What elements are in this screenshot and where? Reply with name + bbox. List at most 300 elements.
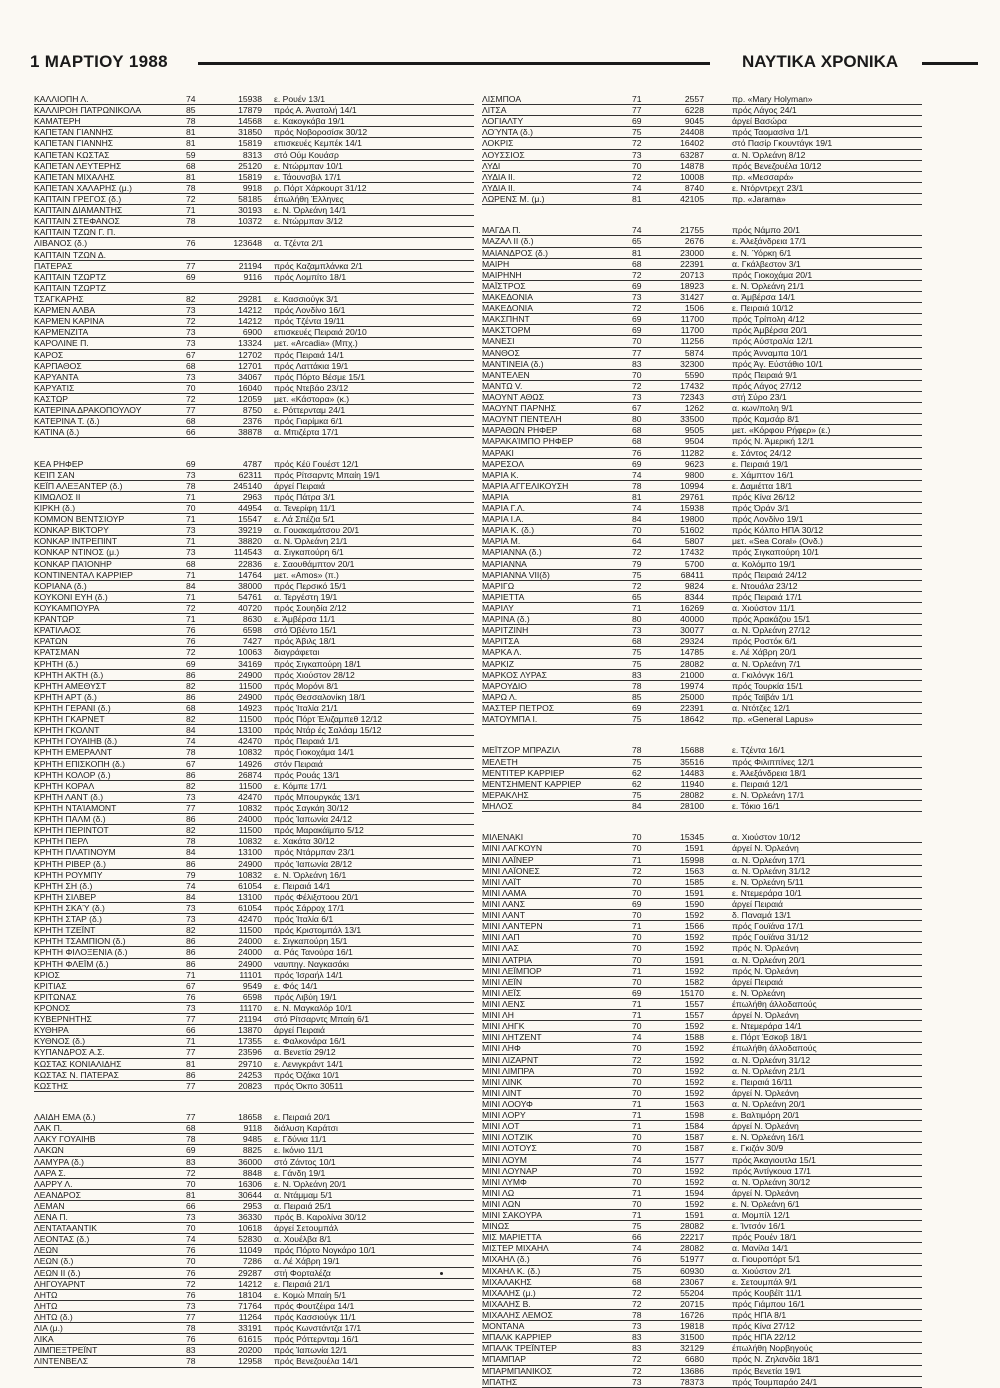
tonnage: 15688: [680, 745, 704, 756]
tonnage: 19974: [680, 680, 704, 691]
ship-name: ΠΑΤΕΡΑΣ: [34, 260, 73, 271]
ship-row: [482, 745, 922, 756]
tonnage: 8740: [684, 182, 704, 193]
ship-status: πρός Λονδίνο 19/1: [732, 514, 804, 525]
ship-status: πρός Ντάρμπαν 23/1: [274, 847, 355, 858]
ship-row: [482, 470, 922, 481]
ship-status: ε. Άλεξάνδρεια 17/1: [732, 236, 807, 247]
tonnage: 38820: [238, 536, 262, 547]
ship-status: α. Ν. Όρλεάνη 20/1: [732, 1098, 806, 1109]
ship-row: [482, 1099, 922, 1110]
tonnage: 10372: [238, 216, 262, 227]
ship-row: [482, 392, 922, 403]
ship-row: [482, 966, 922, 977]
ship-row: [482, 414, 922, 425]
ship-status: μετ. «Amos» (π.): [274, 569, 339, 580]
section-gap: [482, 822, 922, 832]
ship-row: [34, 238, 474, 249]
tonnage: 1563: [684, 865, 704, 876]
ship-row: [34, 903, 474, 914]
build-year: 77: [186, 803, 196, 813]
tonnage: 9824: [684, 580, 704, 591]
ship-row: [482, 1254, 922, 1265]
build-year: 73: [186, 371, 196, 382]
ship-name: ΚΩΣΤΑΣ ΚΟΝΙΑΛΙΔΗΣ: [34, 1058, 122, 1069]
ship-name: ΜΑΙΑΝΔΡΟΣ (δ.): [482, 247, 548, 258]
ship-status: πρός Θεσσαλονίκη 18/1: [274, 691, 366, 702]
ship-row: [34, 116, 474, 127]
header-rule-left: [198, 62, 710, 65]
ship-status: πρός Α. Άνατολή 14/1: [274, 105, 357, 116]
ship-name: ΜΑΓΔΑ Π.: [482, 225, 521, 236]
tonnage: 9918: [242, 182, 262, 193]
build-year: 78: [632, 480, 642, 491]
ship-status: άργεί Πειραιά: [274, 1025, 325, 1036]
ship-row: [34, 703, 474, 714]
ship-status: άργεί Ν. Όρλεάνη: [732, 843, 799, 854]
ship-name: ΜΙΝΙ ΛΕΪΜΠΟΡ: [482, 965, 542, 976]
build-year: 70: [186, 503, 196, 514]
build-year: 70: [632, 1165, 642, 1176]
tonnage: 42470: [238, 736, 262, 747]
ship-name: ΛΑΜΥΡΑ (δ.): [34, 1156, 84, 1167]
ship-status: πρός Πειραιά 17/1: [732, 591, 802, 602]
ship-status: α. Ν. Όρλεάνη 21/1: [732, 1065, 806, 1076]
tonnage: 16402: [680, 138, 704, 149]
build-year: 74: [632, 503, 642, 514]
ship-status: πρός ΗΠΑ 22/12: [732, 1332, 796, 1343]
tonnage: 24253: [238, 1069, 262, 1080]
ship-row: [482, 270, 922, 281]
ship-status: ε. Χάμπτον 16/1: [732, 469, 794, 480]
tonnage: 15938: [238, 94, 262, 104]
ship-row: [482, 988, 922, 999]
build-year: 72: [186, 1167, 196, 1178]
tonnage: 11500: [238, 680, 262, 691]
ship-name: ΜΑΡΑΚΑΊΜΠΟ ΡΗΦΕΡ: [482, 436, 574, 447]
tonnage: 2676: [684, 236, 704, 247]
ship-status: α. Ν. Όρλεάνη 7/1: [732, 658, 801, 669]
ship-status: α. Ν. Όρλεάνη 31/12: [732, 865, 811, 876]
ship-row: [482, 801, 922, 812]
tonnage: 16306: [238, 1178, 262, 1189]
section-gap: [34, 449, 474, 459]
ship-row: [34, 316, 474, 327]
section-gap: [34, 1102, 474, 1112]
ship-row: [482, 592, 922, 603]
tonnage: 1566: [684, 921, 704, 932]
ship-status: ε. Ν. Όρλεάνη 17/1: [732, 789, 805, 800]
section-gap: [34, 1092, 474, 1102]
ship-status: πρός Ν. Όρλεάνη: [732, 943, 799, 954]
ship-row: [482, 1088, 922, 1099]
ship-name: ΚΟΥΚΑΜΠΟΥΡΑ: [34, 603, 100, 614]
ship-row: [34, 847, 474, 858]
ship-status: ε. Ντώρμπαν 3/12: [274, 216, 343, 227]
ship-status: πρός Β. Καρολίνα 30/12: [274, 1212, 367, 1223]
build-year: 77: [186, 1014, 196, 1025]
tonnage: 14212: [238, 305, 262, 316]
ship-name: ΜΑΝΤΙΝΕΙΑ (δ.): [482, 358, 544, 369]
tonnage: 245140: [233, 480, 262, 491]
ship-status: πρός Ν. Ζηλανδία 18/1: [732, 1354, 820, 1365]
tonnage: 8313: [242, 149, 262, 160]
ship-status: α. Χιούστον 10/12: [732, 832, 801, 843]
ship-name: ΜΙΣΤΕΡ ΜΙΧΑΗΛ: [482, 1243, 549, 1254]
build-year: 72: [632, 1287, 642, 1298]
tonnage: 8848: [242, 1167, 262, 1178]
build-year: 79: [632, 558, 642, 569]
ship-name: ΚΟΝΚΑΡ ΝΤΙΝΟΣ (μ.): [34, 547, 120, 558]
ship-status: πρός Χιούστον 28/12: [274, 669, 355, 680]
build-year: 67: [632, 403, 642, 414]
tonnage: 17879: [238, 105, 262, 116]
ship-name: ΚΑΡΜΕΝ ΚΑΡΙΝΑ: [34, 316, 105, 327]
ship-name: ΚΑΡΜΕΝΖΙΤΑ: [34, 327, 89, 338]
build-year: 70: [632, 1143, 642, 1154]
build-year: 69: [186, 1145, 196, 1156]
build-year: 72: [632, 1365, 642, 1376]
build-year: 81: [632, 247, 642, 258]
tonnage: 9623: [684, 458, 704, 469]
ship-status: πρός Βενεζουέλα 10/12: [732, 160, 822, 171]
build-year: 67: [186, 980, 196, 991]
ship-row: [34, 670, 474, 681]
ship-name: ΚΑΡΜΕΝ ΑΛΒΑ: [34, 305, 96, 316]
ship-name: ΛΕΝΑ Π.: [34, 1212, 68, 1223]
ship-status: μετ. «Κόρφου Ρήφερ» (ε.): [732, 425, 831, 436]
build-year: 72: [186, 316, 196, 327]
ship-row: [482, 1354, 922, 1365]
build-year: 71: [186, 491, 196, 502]
ship-name: ΚΡΗΤΗ ΑΜΕΘΥΣΤ: [34, 680, 107, 691]
ship-status: έπωλήθη άλλοδαπούς: [732, 1043, 817, 1054]
tonnage: 1584: [684, 1121, 704, 1132]
build-year: 70: [632, 1021, 642, 1032]
ship-row: [34, 714, 474, 725]
ship-name: ΚΑΠΤΑΙΝ ΔΙΑΜΑΝΤΗΣ: [34, 205, 123, 216]
ship-row: [34, 592, 474, 603]
ship-row: [482, 1166, 922, 1177]
build-year: 68: [632, 425, 642, 436]
tonnage: 1592: [684, 1054, 704, 1065]
build-year: 70: [632, 336, 642, 347]
ship-name: ΜΑΡΑΚΙ: [482, 447, 514, 458]
ship-name: ΚΡΗΤΗ ΑΡΤ (δ.): [34, 691, 97, 702]
build-year: 82: [186, 293, 196, 304]
ship-status: πρός Ίταλία 21/1: [274, 703, 338, 714]
tonnage: 24408: [680, 127, 704, 138]
ship-status: α. Άμβέρσα 14/1: [732, 291, 796, 302]
ship-row: [34, 1134, 474, 1145]
tonnage: 11500: [238, 780, 262, 791]
ship-status: ε. Ν. Ύόρκη 6/1: [732, 247, 792, 258]
ship-name: ΚΡΑΤΩΝ: [34, 636, 68, 647]
ship-status: πρός Σιγκαπούρη 10/1: [732, 547, 819, 558]
ship-row: [34, 1145, 474, 1156]
tonnage: 1592: [684, 1043, 704, 1054]
build-year: 75: [632, 1265, 642, 1276]
ship-name: ΚΟΥΚΟΝΙ ΕΥΗ (δ.): [34, 591, 108, 602]
ship-status: α. Μανίλα 14/1: [732, 1243, 789, 1254]
ship-row: [482, 1121, 922, 1132]
tonnage: 55204: [680, 1287, 704, 1298]
ship-row: [482, 603, 922, 614]
ship-name: ΚΑΤΙΝΑ (δ.): [34, 427, 80, 438]
tonnage: 17355: [238, 1036, 262, 1047]
build-year: 70: [186, 382, 196, 393]
ship-row: [482, 1299, 922, 1310]
ship-status: ρ. Πόρτ Χάρκουρτ 31/12: [274, 182, 367, 193]
ship-row: [34, 294, 474, 305]
build-year: 72: [632, 269, 642, 280]
ship-name: ΚΡΗΤΗ ΓΚΑΡΝΕΤ: [34, 714, 105, 725]
ship-status: πρός Λάγος 24/1: [732, 105, 797, 116]
build-year: 83: [632, 1332, 642, 1343]
build-year: 76: [186, 991, 196, 1002]
build-year: 76: [186, 1334, 196, 1345]
ship-row: [482, 403, 922, 414]
tonnage: 63287: [680, 149, 704, 160]
build-year: 77: [186, 1080, 196, 1091]
ship-row: [34, 947, 474, 958]
ship-name: ΤΣΑΓΚΑΡΗΣ: [34, 293, 84, 304]
tonnage: 1598: [684, 1110, 704, 1121]
ship-name: ΚΡΑΤΣΜΑΝ: [34, 647, 80, 658]
ship-name: ΜΑΟΥΝΤ ΠΕΝΤΕΛΗ: [482, 414, 562, 425]
ship-name: ΚΕΊΠ ΣΑΝ: [34, 469, 75, 480]
ship-status: πρός Νοβοροσίσκ 30/12: [274, 127, 368, 138]
tonnage: 13324: [238, 338, 262, 349]
tonnage: 11940: [680, 778, 704, 789]
ship-row: [34, 427, 474, 438]
build-year: 65: [632, 236, 642, 247]
ship-row: [482, 1110, 922, 1121]
ship-name: ΜΙΧΑΛΗΣ Β.: [482, 1298, 531, 1309]
tonnage: 72343: [680, 391, 704, 402]
ship-row: [34, 1070, 474, 1081]
build-year: 84: [632, 801, 642, 811]
tonnage: 16040: [238, 382, 262, 393]
ship-status: ε. Ν. Όρλεάνη 16/1: [274, 869, 347, 880]
ship-row: [482, 116, 922, 127]
ship-name: ΚΑΤΕΡΙΝΑ ΔΡΑΚΟΠΟΥΛΟΥ: [34, 405, 142, 416]
build-year: 72: [186, 1278, 196, 1289]
build-year: 71: [632, 854, 642, 865]
build-year: 76: [186, 625, 196, 636]
build-year: 71: [632, 965, 642, 976]
build-year: 82: [186, 780, 196, 791]
ship-row: [482, 768, 922, 779]
ship-status: πρός Σαγκάη 30/12: [274, 803, 349, 813]
ship-row: [34, 1223, 474, 1234]
ship-row: [34, 1268, 474, 1279]
ship-row: [34, 981, 474, 992]
ship-name: ΜΙΝΙ ΛΟΥΝΑΡ: [482, 1165, 538, 1176]
ship-name: ΜΙΝΙ ΛΑΓΚΟΥΝ: [482, 843, 543, 854]
build-year: 69: [632, 458, 642, 469]
ship-name: ΚΩΣΤΗΣ: [34, 1080, 69, 1091]
tonnage: 60930: [680, 1265, 704, 1276]
ship-name: ΜΑΚΣΠΗΝΤ: [482, 314, 530, 325]
build-year: 70: [632, 954, 642, 965]
ship-status: ε. Ν. Όρλεάνη 5/11: [732, 876, 804, 887]
build-year: 70: [186, 1256, 196, 1267]
tonnage: 5700: [684, 558, 704, 569]
ship-row: [34, 570, 474, 581]
ship-name: ΚΕΪΠ ΑΛΕΞΑΝΤΕΡ (δ.): [34, 480, 123, 491]
ship-name: ΜΕΝΤΙΤΕΡ ΚΑΡΡΙΕΡ: [482, 767, 565, 778]
build-year: 85: [632, 691, 642, 702]
ship-row: [482, 183, 922, 194]
ship-name: ΛΕΜΑΝ: [34, 1200, 65, 1211]
ship-row: [482, 932, 922, 943]
tonnage: 21755: [680, 225, 704, 236]
ship-status: πρός Ταομασίνα 1/1: [732, 127, 809, 138]
ship-row: [34, 1234, 474, 1245]
ship-status: ε. Κακογκάβα 19/1: [274, 116, 345, 127]
ship-row: [482, 659, 922, 670]
tonnage: 9045: [684, 116, 704, 127]
build-year: 69: [632, 280, 642, 291]
tonnage: 1592: [684, 932, 704, 943]
ship-row: [34, 747, 474, 758]
tonnage: 11500: [238, 714, 262, 725]
build-year: 71: [186, 514, 196, 525]
ship-status: πρός Όζάκα 10/1: [274, 1069, 340, 1080]
ship-name: ΚΑΠΤΑΙΝ ΓΡΕΓΟΣ (δ.): [34, 193, 122, 204]
ship-row: [34, 138, 474, 149]
ship-status: πρός Ρουάς 13/1: [274, 769, 340, 780]
build-year: 73: [186, 305, 196, 316]
ship-name: ΚΡΗΤΗ ΓΚΟΛΝΤ: [34, 725, 100, 736]
ship-name: ΜΙΝΙ ΛΙΜΠΡΑ: [482, 1065, 535, 1076]
tonnage: 1592: [684, 1176, 704, 1187]
build-year: 73: [186, 327, 196, 338]
tonnage: 23000: [680, 247, 704, 258]
ship-status: ε. Πειραιά 10/12: [732, 303, 794, 314]
ship-name: ΚΥΘΗΡΑ: [34, 1025, 69, 1036]
ship-name: ΜΙΝΙ ΛΑΝΤ: [482, 910, 525, 921]
tonnage: 30644: [238, 1189, 262, 1200]
tonnage: 61615: [238, 1334, 262, 1345]
build-year: 73: [186, 1002, 196, 1013]
ship-row: [482, 536, 922, 547]
ship-name: ΚΡΗΤΗ ΦΛΕΪΜ (δ.): [34, 958, 109, 969]
ship-status: πρός Ντάρ ές Σαλάαμ 15/12: [274, 725, 382, 736]
ship-status: άργεί Πειραιά: [732, 976, 783, 987]
ship-status: ε. Ικόνιο 11/1: [274, 1145, 324, 1156]
ship-status: ε. Βαλτιμόρη 20/1: [732, 1110, 800, 1121]
ship-name: ΜΕΝΤΣΗΜΕΝΤ ΚΑΡΡΙΕΡ: [482, 778, 582, 789]
ship-name: ΚΥΒΕΡΝΗΤΗΣ: [34, 1014, 92, 1025]
ship-row: [34, 481, 474, 492]
build-year: 72: [632, 547, 642, 558]
ship-status: μετ. «Arcadia» (Μπχ.): [274, 338, 358, 349]
build-year: 71: [632, 1121, 642, 1132]
ship-row: [34, 470, 474, 481]
build-year: 73: [632, 149, 642, 160]
ship-name: ΜΑΡΙΑ: [482, 491, 509, 502]
ship-name: ΚΟΝΚΑΡ ΙΝΤΡΕΠΙΝΤ: [34, 536, 118, 547]
ship-row: [482, 1366, 922, 1377]
ship-row: [482, 910, 922, 921]
ship-name: ΜΙΝΙ ΛΗΓΚ: [482, 1021, 525, 1032]
ship-name: ΜΑΡΚΑ Λ.: [482, 647, 522, 658]
ship-status: ε. Άμβέρσα 11/1: [274, 614, 336, 625]
ship-status: άργεί Σετουμπάλ: [274, 1223, 339, 1234]
ship-name: ΚΟΡΙΑΝΑ (δ.): [34, 580, 87, 591]
tonnage: 1592: [684, 910, 704, 921]
build-year: 74: [186, 880, 196, 891]
ship-row: [34, 759, 474, 770]
ship-name: ΜΠΑΜΠΑΡ: [482, 1354, 526, 1365]
ship-row: [482, 899, 922, 910]
left-column: [34, 94, 474, 1368]
ship-status: ε. Πειραιά 19/1: [732, 458, 789, 469]
build-year: 73: [186, 1212, 196, 1223]
tonnage: 54761: [238, 591, 262, 602]
ship-name: ΜΙΝΙ ΛΑΤΡΙΑ: [482, 954, 532, 965]
ship-status: πρός Όράν 3/1: [732, 503, 790, 514]
ship-name: ΜΙΝΙ ΛΟΡΥ: [482, 1110, 526, 1121]
tonnage: 29281: [238, 293, 262, 304]
build-year: 76: [186, 636, 196, 647]
build-year: 86: [186, 814, 196, 825]
ship-row: [34, 1047, 474, 1058]
build-year: 79: [186, 869, 196, 880]
ship-row: [482, 459, 922, 470]
ship-row: [482, 236, 922, 247]
tonnage: 10618: [238, 1223, 262, 1234]
tonnage: 12701: [238, 360, 262, 371]
ship-status: ε. Πειραιά 14/1: [274, 880, 331, 891]
ship-name: ΜΙΝΙ ΛΑΪΟΝΕΣ: [482, 865, 540, 876]
tonnage: 9505: [684, 425, 704, 436]
build-year: 71: [186, 1036, 196, 1047]
ship-name: ΜΙΝΙ ΛΟΤ: [482, 1121, 520, 1132]
ship-status: πρός Ρίτσαρντς Μπαίη 19/1: [274, 469, 381, 480]
build-year: 72: [632, 1354, 642, 1365]
build-year: 74: [632, 225, 642, 236]
build-year: 81: [186, 127, 196, 138]
build-year: 73: [186, 469, 196, 480]
tonnage: 32129: [680, 1343, 704, 1354]
ship-status: πρός Βενετία 19/1: [732, 1365, 802, 1376]
ship-name: ΚΡΗΤΗ ΛΑΝΤ (δ.): [34, 791, 104, 802]
ship-name: ΜΙΝΙ ΛΩΝ: [482, 1198, 521, 1209]
ship-row: [482, 943, 922, 954]
ship-row: [34, 1190, 474, 1201]
ship-row: [34, 1212, 474, 1223]
build-year: 68: [186, 160, 196, 171]
tonnage: 15998: [680, 854, 704, 865]
build-year: 78: [632, 680, 642, 691]
tonnage: 42470: [238, 791, 262, 802]
ship-row: [34, 1025, 474, 1036]
ship-row: [34, 725, 474, 736]
tonnage: 24000: [238, 814, 262, 825]
ship-name: ΜΑΡΩ Λ.: [482, 691, 518, 702]
ship-status: πρός Κουβέϊτ 11/1: [732, 1287, 802, 1298]
build-year: 75: [632, 714, 642, 725]
ship-row: [482, 1010, 922, 1021]
ship-name: ΚΡΗΤΗ ΠΛΑΤΙΝΟΥΜ: [34, 847, 116, 858]
tonnage: 14568: [238, 116, 262, 127]
ship-row: [482, 547, 922, 558]
tonnage: 17432: [680, 380, 704, 391]
ship-name: ΚΡΑΝΤΩΡ: [34, 614, 75, 625]
